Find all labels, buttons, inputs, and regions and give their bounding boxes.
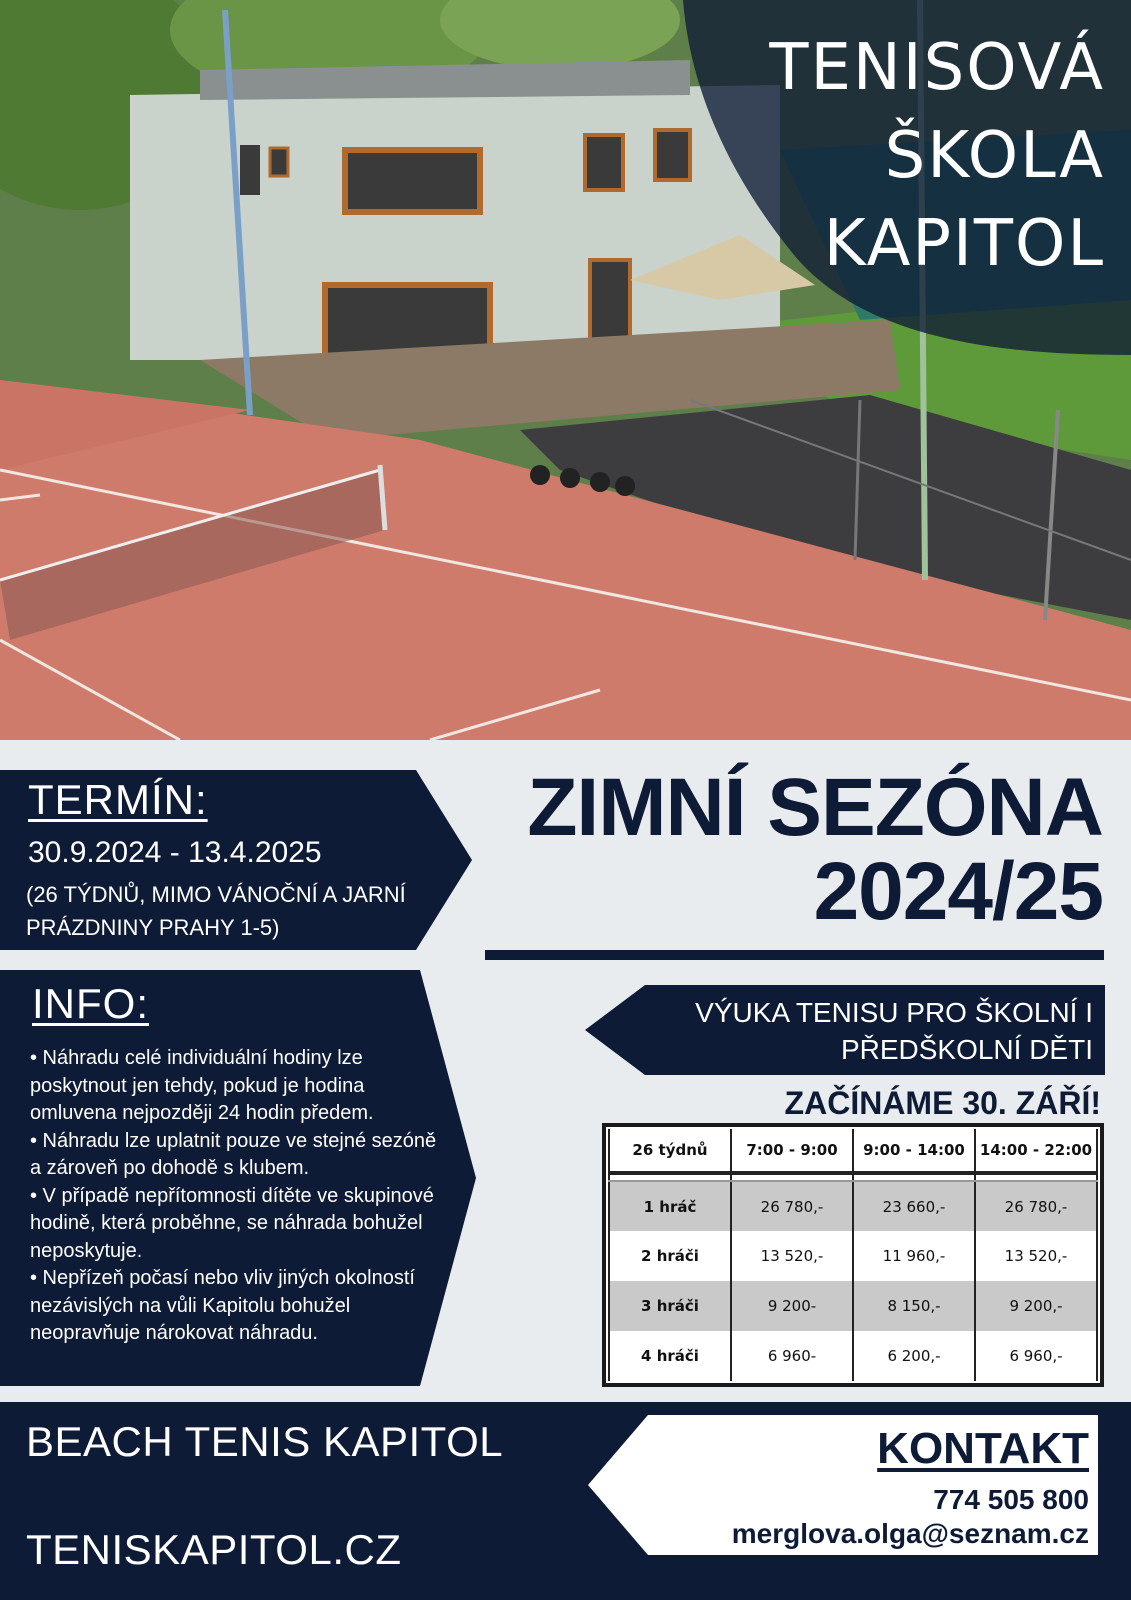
price-cell: 26 780,- [975, 1181, 1097, 1231]
term-dates: 30.9.2024 - 13.4.2025 [28, 836, 322, 869]
season-divider [485, 950, 1104, 960]
price-table [608, 1129, 1098, 1381]
beach-tennis-label: BEACH TENIS KAPITOL [26, 1418, 504, 1465]
price-cell: 26 780,- [731, 1181, 853, 1231]
price-cell: 6 960- [731, 1331, 853, 1381]
school-title [769, 24, 1105, 288]
price-table-spacer [609, 1173, 1097, 1181]
price-header-midday: 9:00 - 14:00 [853, 1129, 975, 1173]
info-heading: INFO: [32, 980, 149, 1027]
start-date-text: ZAČÍNÁME 30. ZÁŘÍ! [784, 1085, 1101, 1121]
table-row [609, 1331, 1097, 1381]
info-item-2: • Náhradu lze uplatnit pouze ve stejné sezóně a zároveň po dohodě s klubem. [30, 1129, 437, 1179]
term-note: (26 TÝDNŮ, MIMO VÁNOČNÍ A JARNÍ PRÁZDNINY PRAHY 1-5) [26, 882, 406, 940]
price-header-morning: 7:00 - 9:00 [731, 1129, 853, 1173]
table-row [609, 1231, 1097, 1281]
price-cell: 13 520,- [731, 1231, 853, 1281]
price-cell: 9 200- [731, 1281, 853, 1331]
price-cell: 9 200,- [975, 1281, 1097, 1331]
season-title-line-2: 2024/25 [813, 846, 1103, 937]
price-table-frame [602, 1123, 1104, 1387]
contact-email[interactable]: merglova.olga@seznam.cz [731, 1518, 1089, 1549]
season-title [527, 762, 1103, 937]
price-cell: 6 200,- [853, 1331, 975, 1381]
website-link[interactable]: TENISKAPITOL.CZ [26, 1526, 402, 1573]
price-cell: 8 150,- [853, 1281, 975, 1331]
season-title-line-1: ZIMNÍ SEZÓNA [527, 762, 1103, 853]
term-heading: TERMÍN: [28, 776, 208, 823]
table-row [609, 1281, 1097, 1331]
price-table-header-row [609, 1129, 1097, 1173]
price-row-label: 1 hráč [609, 1181, 731, 1231]
price-header-weeks: 26 týdnů [609, 1129, 731, 1173]
club-photo [0, 0, 1131, 740]
price-cell: 11 960,- [853, 1231, 975, 1281]
info-list [30, 1045, 440, 1348]
table-row [609, 1181, 1097, 1231]
contact-phone[interactable]: 774 505 800 [933, 1484, 1089, 1515]
contact-heading: KONTAKT [877, 1424, 1089, 1473]
school-title-line-1: TENISOVÁ [769, 31, 1105, 105]
school-title-line-3: KAPITOL [823, 207, 1105, 281]
teaching-text: VÝUKA TENISU PRO ŠKOLNÍ I PŘEDŠKOLNÍ DĚTI [695, 997, 1093, 1065]
price-row-label: 3 hráči [609, 1281, 731, 1331]
price-row-label: 2 hráči [609, 1231, 731, 1281]
price-cell: 6 960,- [975, 1331, 1097, 1381]
price-header-evening: 14:00 - 22:00 [975, 1129, 1097, 1173]
price-row-label: 4 hráči [609, 1331, 731, 1381]
price-cell: 23 660,- [853, 1181, 975, 1231]
info-item-3: • V případě nepřítomnosti dítěte ve skupinové hodině, která proběhne, se náhrada bohužel neposkytuje. [30, 1184, 434, 1262]
info-item-1: • Náhradu celé individuální hodiny lze poskytnout jen tehdy, pokud je hodina omluvena nejpozději 24 hodin předem. [30, 1047, 374, 1124]
price-cell: 13 520,- [975, 1231, 1097, 1281]
school-title-line-2: ŠKOLA [884, 119, 1105, 193]
info-item-4: • Nepřízeň počasí nebo vliv jiných okolností nezávislých na vůli Kapitolu bohužel neopravňuje nárokovat náhradu. [30, 1267, 415, 1344]
